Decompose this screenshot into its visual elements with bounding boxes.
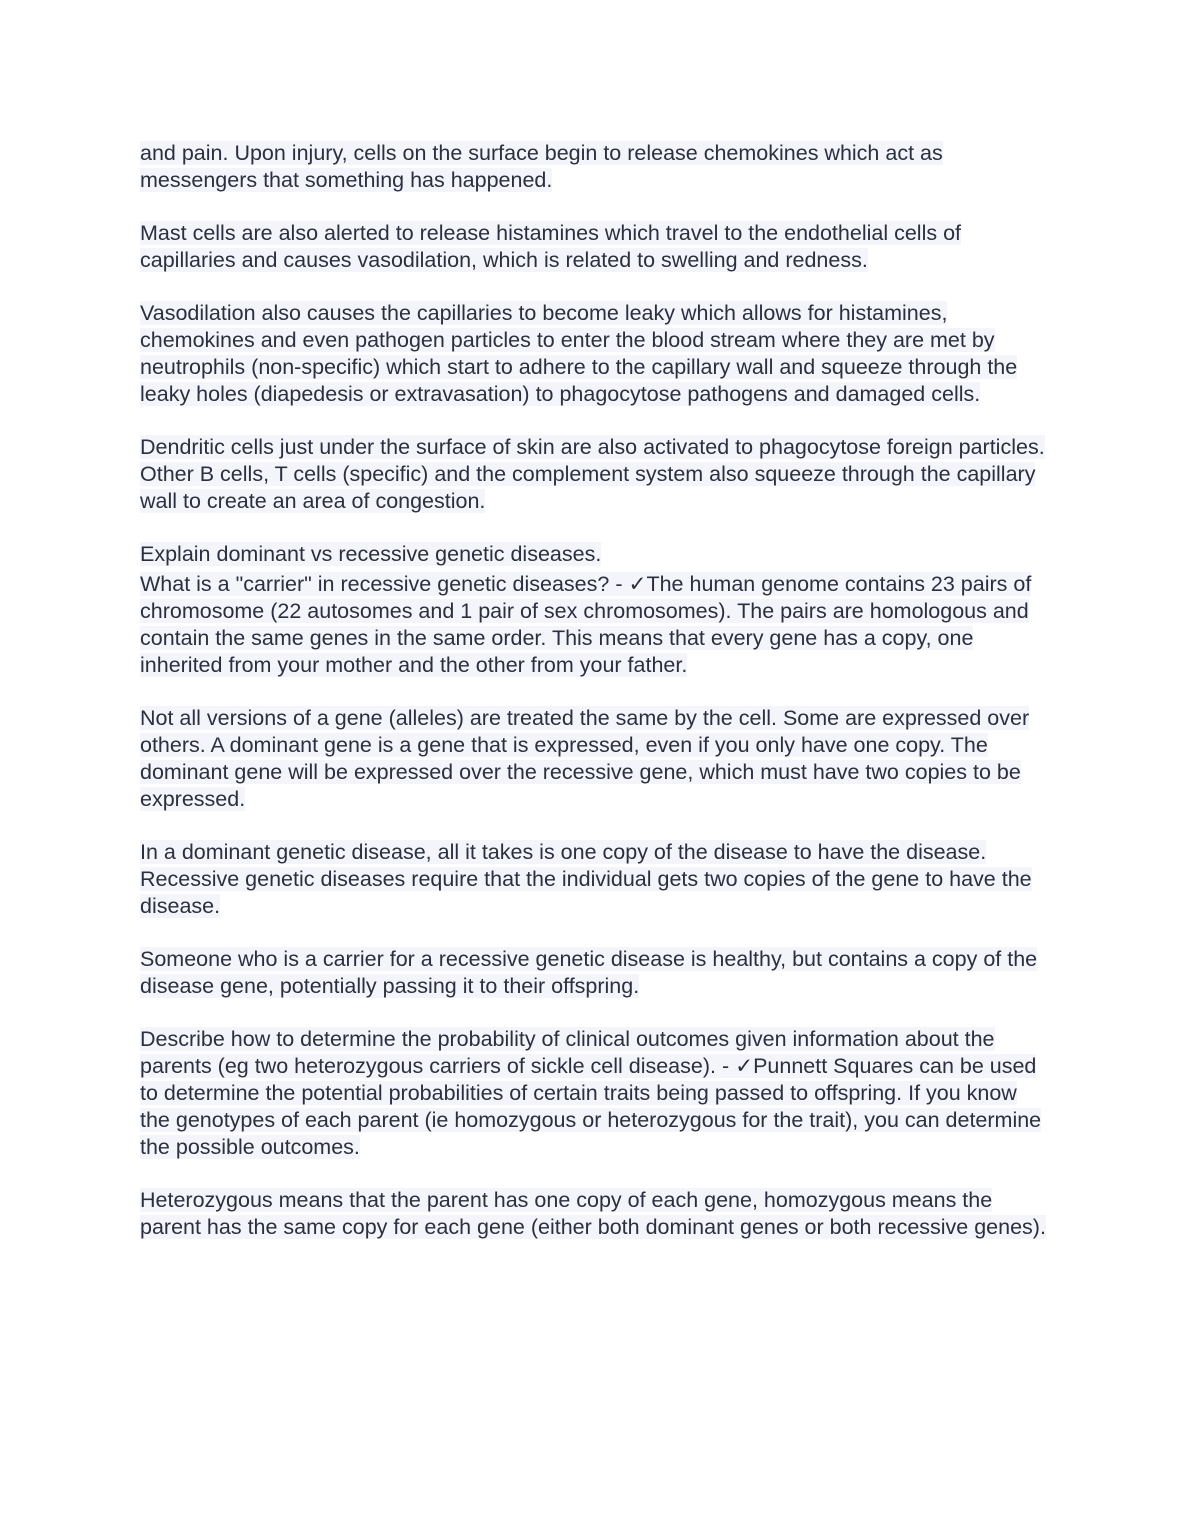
document-page <box>140 140 1050 1241</box>
question-carrier-answer: What is a "carrier" in recessive genetic diseases? - ✓The human genome contains 23 pairs of chromosome (22 autosomes and 1 pair of sex chromosomes). The pairs are homologous and contain the same genes in the same order. This means that every gene has a copy, one inherited from your mother and the other from your father. <box>140 572 1032 677</box>
paragraph-inflammation-intro: and pain. Upon injury, cells on the surface begin to release chemokines which act as messengers that something has happened. <box>140 141 943 192</box>
paragraph-dendritic-cells: Dendritic cells just under the surface of skin are also activated to phagocytose foreign particles. Other B cells, T cells (specific) and the complement system also squeeze through the capillary wall to create an area of congestion. <box>140 435 1045 513</box>
paragraph-mast-cells: Mast cells are also alerted to release histamines which travel to the endothelial cells of capillaries and causes vasodilation, which is related to swelling and redness. <box>140 221 961 272</box>
paragraph-vasodilation: Vasodilation also causes the capillaries to become leaky which allows for histamines, chemokines and even pathogen particles to enter the blood stream where they are met by neutrophils (non-specific) which start to adhere to the capillary wall and squeeze through the leaky holes (diapedesis or extravasation) to phagocytose pathogens and damaged cells. <box>140 301 1018 406</box>
question-probability-answer: Describe how to determine the probability of clinical outcomes given information about the parents (eg two heterozygous carriers of sickle cell disease). - ✓Punnett Squares can be used to determine the potential probabilities of certain traits being passed to offspring. If you know the genotypes of each parent (ie homozygous or heterozygous for the trait), you can determine the possible outcomes. <box>140 1027 1042 1159</box>
paragraph-carrier: Someone who is a carrier for a recessive genetic disease is healthy, but contains a copy of the disease gene, potentially passing it to their offspring. <box>140 947 1038 998</box>
paragraph-alleles: Not all versions of a gene (alleles) are treated the same by the cell. Some are expressed over others. A dominant gene is a gene that is expressed, even if you only have one copy. The dominant gene will be expressed over the recessive gene, which must have two copies to be expressed. <box>140 706 1030 811</box>
question-dominant-recessive: Explain dominant vs recessive genetic diseases. <box>140 542 602 566</box>
paragraph-dominant-disease: In a dominant genetic disease, all it takes is one copy of the disease to have the disease. Recessive genetic diseases require that the individual gets two copies of the gene to have the disease. <box>140 840 1032 918</box>
paragraph-heterozygous: Heterozygous means that the parent has one copy of each gene, homozygous means the parent has the same copy for each gene (either both dominant genes or both recessive genes). <box>140 1188 1046 1239</box>
